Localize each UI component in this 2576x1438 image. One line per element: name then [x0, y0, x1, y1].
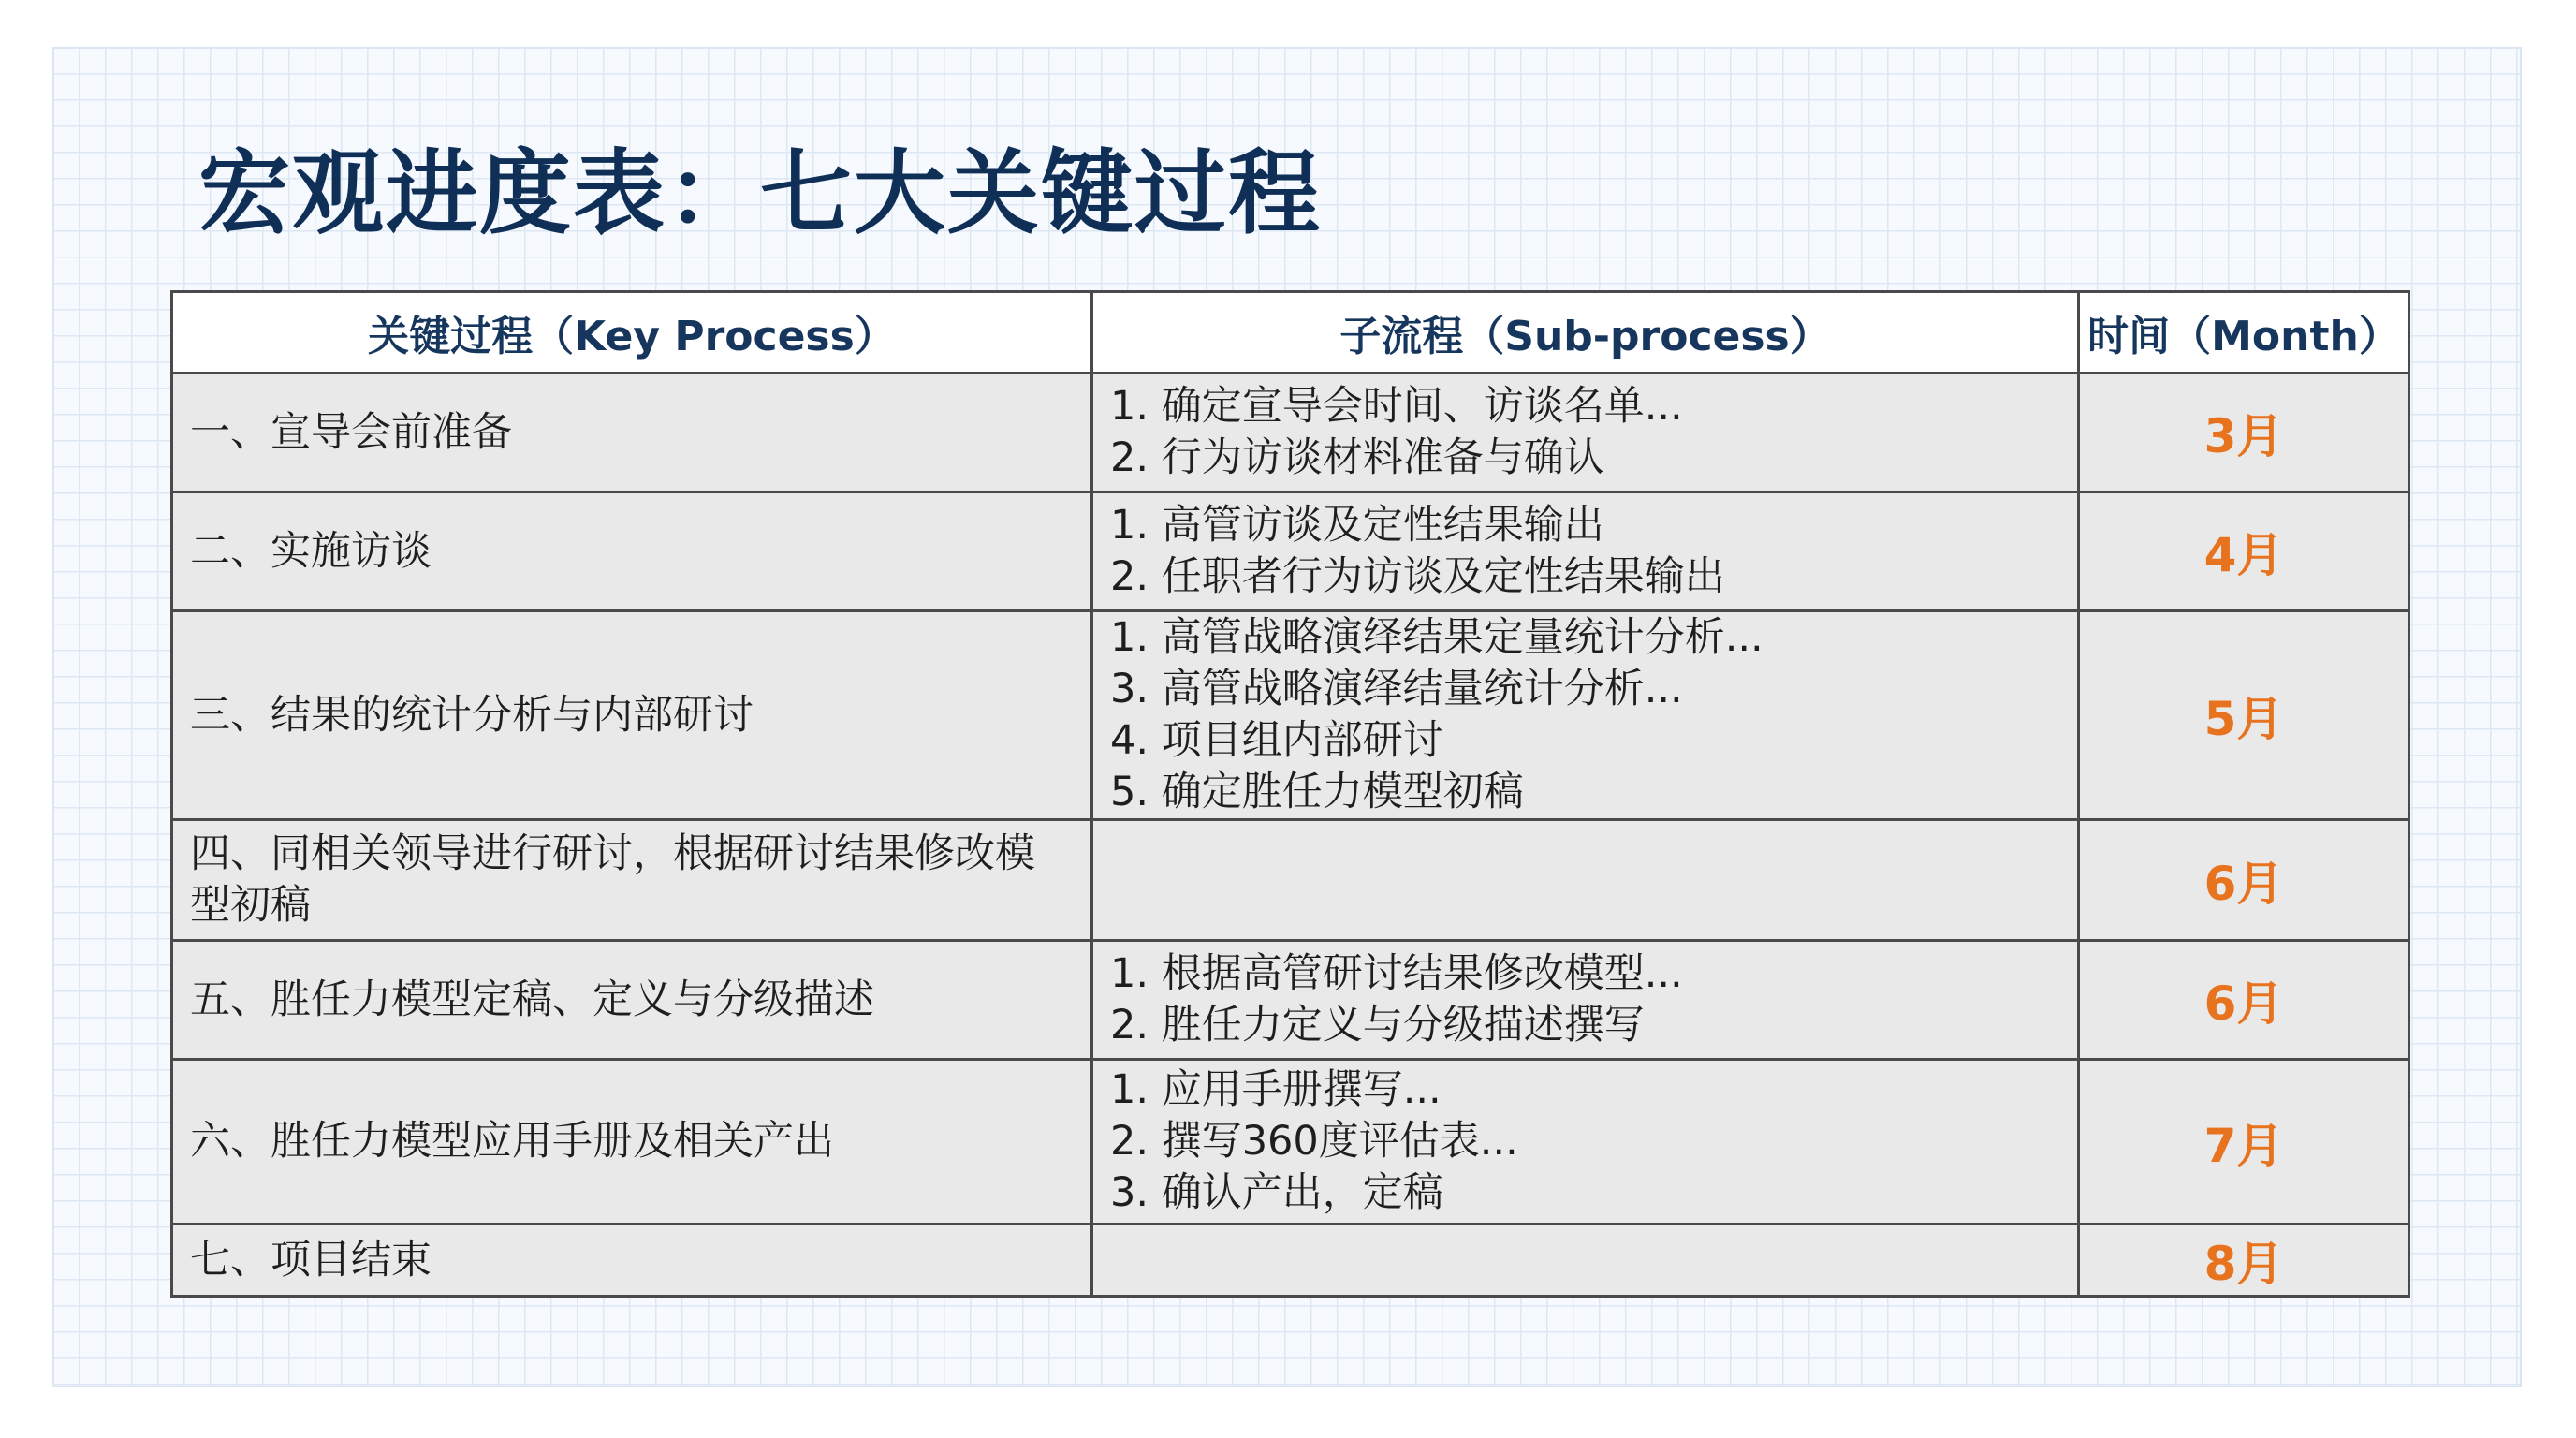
month-cell: 4月 [2079, 492, 2409, 611]
process-cell: 二、实施访谈 [172, 492, 1092, 611]
table-row [172, 941, 2409, 1060]
subprocess-item: 1. 确定宣导会时间、访谈名单... [1110, 383, 1683, 430]
subprocess-item: 2. 撰写360度评估表... [1110, 1118, 1518, 1165]
table-row [172, 492, 2409, 611]
subprocess-cell [1092, 611, 2079, 820]
subprocess-item: 3. 高管战略演绎结量统计分析... [1110, 666, 1683, 712]
subprocess-cell [1092, 941, 2079, 1060]
process-cell: 四、同相关领导进行研讨，根据研讨结果修改模型初稿 [172, 820, 1092, 941]
subprocess-item: 2. 胜任力定义与分级描述撰写 [1110, 1002, 1645, 1049]
process-cell: 七、项目结束 [172, 1225, 1092, 1297]
header-month: 时间（Month） [2079, 292, 2409, 374]
month-cell: 8月 [2079, 1225, 2409, 1297]
process-cell: 五、胜任力模型定稿、定义与分级描述 [172, 941, 1092, 1060]
subprocess-item: 2. 任职者行为访谈及定性结果输出 [1110, 553, 1725, 600]
month-cell: 5月 [2079, 611, 2409, 820]
subprocess-cell [1092, 1060, 2079, 1225]
table-row [172, 374, 2409, 492]
subprocess-item: 1. 高管战略演绎结果定量统计分析... [1110, 614, 1764, 661]
subprocess-item: 1. 高管访谈及定性结果输出 [1110, 502, 1604, 549]
month-cell: 3月 [2079, 374, 2409, 492]
subprocess-item: 1. 应用手册撰写... [1110, 1066, 1442, 1113]
subprocess-cell [1092, 374, 2079, 492]
table-row [172, 820, 2409, 941]
month-cell: 6月 [2079, 820, 2409, 941]
subprocess-item: 2. 行为访谈材料准备与确认 [1110, 434, 1604, 481]
table-row [172, 1225, 2409, 1297]
page-title: 宏观进度表：七大关键过程 [198, 140, 1323, 247]
table-row [172, 611, 2409, 820]
month-cell: 6月 [2079, 941, 2409, 1060]
process-cell: 一、宣导会前准备 [172, 374, 1092, 492]
subprocess-cell [1092, 492, 2079, 611]
month-cell: 7月 [2079, 1060, 2409, 1225]
subprocess-item: 5. 确定胜任力模型初稿 [1110, 769, 1524, 815]
subprocess-item: 1. 根据高管研讨结果修改模型... [1110, 950, 1683, 997]
table-row [172, 1060, 2409, 1225]
subprocess-cell [1092, 820, 2079, 941]
subprocess-cell [1092, 1225, 2079, 1297]
subprocess-item: 4. 项目组内部研讨 [1110, 717, 1443, 764]
header-sub-process: 子流程（Sub-process） [1092, 292, 2079, 374]
process-cell: 六、胜任力模型应用手册及相关产出 [172, 1060, 1092, 1225]
subprocess-item: 3. 确认产出，定稿 [1110, 1169, 1443, 1216]
process-cell: 三、结果的统计分析与内部研讨 [172, 611, 1092, 820]
schedule-table [170, 290, 2410, 1298]
table-header-row [172, 292, 2409, 374]
header-key-process: 关键过程（Key Process） [172, 292, 1092, 374]
